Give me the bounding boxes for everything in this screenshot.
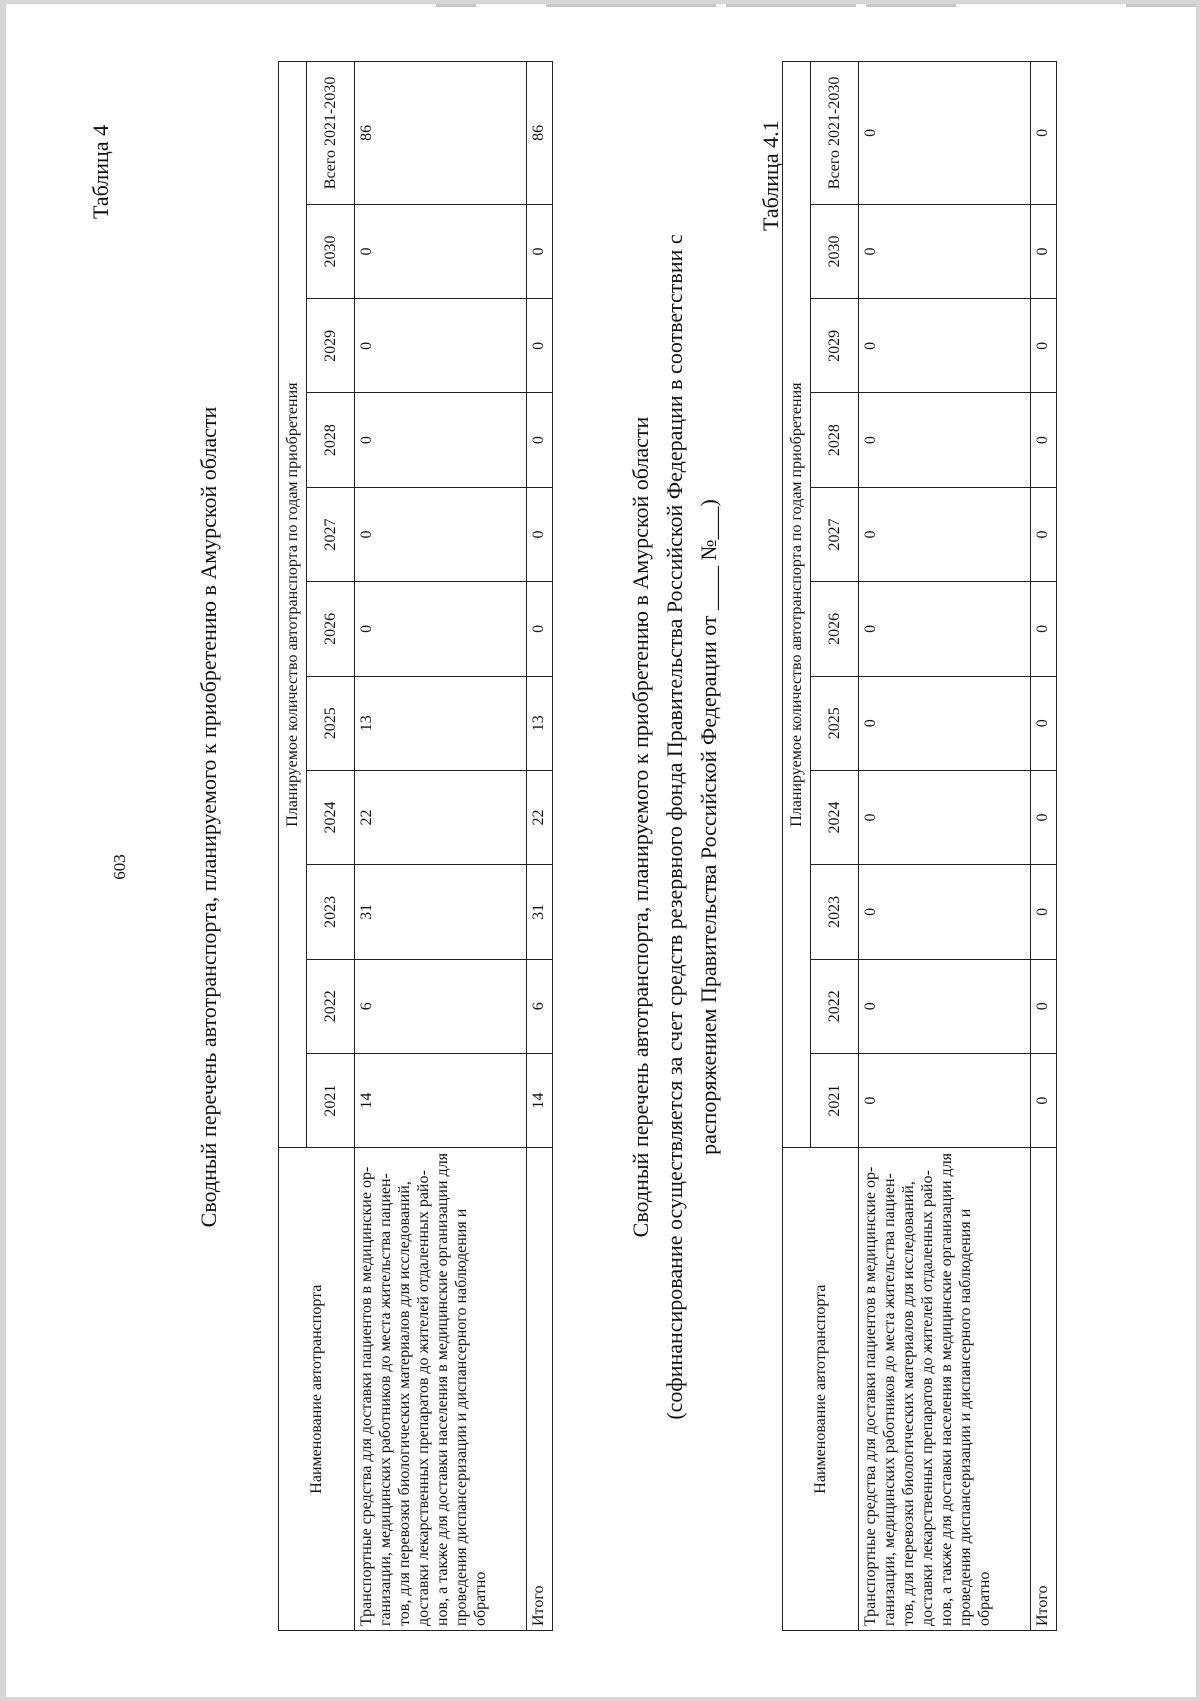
table41-itogo-cell: 0 (1031, 1053, 1057, 1147)
table41-year-header: 2030 (811, 204, 859, 298)
table4-title: Сводный перечень автотранспорта, планируемого к приобретению в Амурской области (196, 406, 221, 1228)
table4-cell: 22 (355, 770, 527, 864)
table41-cell: 0 (859, 676, 1031, 770)
table41-cell: 0 (859, 204, 1031, 298)
table41-label: Таблица 4.1 (758, 120, 783, 231)
table4-cell: 0 (355, 487, 527, 581)
table41-year-header: 2023 (811, 865, 859, 959)
document-page (6, 4, 1196, 1697)
table4-row-name: Транспортные средства для доставки пациентов в медицинские ор- ганизации, медицинских работников до места жительства пациен- тов, для перевозки биологических материалов для исследований, доставки лекарственных препаратов до жителей отдаленных райо- нов, а также для доставки населения в медицинские организации для проведения диспансеризации и диспансерного наблюдения и обратно (355, 1148, 527, 1631)
table41-title-line2: (софинансирование осуществляется за счет средств резервного фонда Правительства Российской Федерации в соответствии с (662, 234, 687, 1420)
table41-year-header: 2025 (811, 676, 859, 770)
table41-year-header: 2028 (811, 393, 859, 487)
table41-itogo-cell: 0 (1031, 676, 1057, 770)
table41-cell: 0 (859, 770, 1031, 864)
table41-cell: 0 (859, 959, 1031, 1053)
table4-itogo-cell: 31 (527, 865, 553, 959)
table4-year-header: 2028 (307, 393, 355, 487)
table41-cell: 0 (859, 393, 1031, 487)
table41 (782, 61, 1057, 1631)
table4-total-header: Всего 2021-2030 (307, 62, 355, 205)
table41-year-header: 2029 (811, 299, 859, 393)
table4-header-group: Планируемое количество автотранспорта по годам приобретения (279, 62, 307, 1148)
table41-cell: 0 (859, 299, 1031, 393)
table41-row-name: Транспортные средства для доставки пациентов в медицинские ор- ганизации, медицинских работников до места жительства пациен- тов, для перевозки биологических материалов для исследований, доставки лекарственных препаратов до жителей отдаленных райо- нов, а также для доставки населения в медицинские организации для проведения диспансеризации и диспансерного наблюдения и обратно (859, 1148, 1031, 1631)
table41-header-group: Планируемое количество автотранспорта по годам приобретения (783, 62, 811, 1148)
table41-cell: 0 (859, 487, 1031, 581)
table4-year-header: 2029 (307, 299, 355, 393)
table4-cell: 0 (355, 204, 527, 298)
table41-year-header: 2024 (811, 770, 859, 864)
table41-year-header: 2022 (811, 959, 859, 1053)
table41-year-header: 2026 (811, 582, 859, 676)
table4-itogo-cell: 0 (527, 582, 553, 676)
table4-cell: 0 (355, 393, 527, 487)
table4-itogo-cell: 0 (527, 204, 553, 298)
table41-title-line1: Сводный перечень автотранспорта, планируемого к приобретению в Амурской области (628, 416, 653, 1238)
table41-cell: 0 (859, 865, 1031, 959)
table4-year-header: 2026 (307, 582, 355, 676)
table4-year-header: 2030 (307, 204, 355, 298)
table4-cell: 0 (355, 299, 527, 393)
table4-label: Таблица 4 (88, 124, 113, 219)
table4-year-header: 2022 (307, 959, 355, 1053)
table41-row-total: 0 (859, 62, 1031, 205)
table41-total-header: Всего 2021-2030 (811, 62, 859, 205)
table4-itogo-cell: 0 (527, 299, 553, 393)
table41-year-header: 2021 (811, 1053, 859, 1147)
table4-cell: 6 (355, 959, 527, 1053)
table41-itogo-label: Итого (1031, 1148, 1057, 1631)
table4-year-header: 2021 (307, 1053, 355, 1147)
page-number: 603 (110, 854, 129, 880)
table41-itogo-cell: 0 (1031, 959, 1057, 1053)
table4-itogo-cell: 0 (527, 393, 553, 487)
table41-itogo-cell: 0 (1031, 393, 1057, 487)
table41-year-header: 2027 (811, 487, 859, 581)
table4-itogo-cell: 0 (527, 487, 553, 581)
table4-itogo-cell: 13 (527, 676, 553, 770)
table41-title-line3: распоряжением Правительства Российской Федерации от ____ №___) (696, 499, 721, 1155)
table41-cell: 0 (859, 1053, 1031, 1147)
table41-itogo-cell: 0 (1031, 865, 1057, 959)
table4-itogo-label: Итого (527, 1148, 553, 1631)
table4-cell: 0 (355, 582, 527, 676)
table4-itogo-total: 86 (527, 62, 553, 205)
table4-cell: 14 (355, 1053, 527, 1147)
table4-itogo-cell: 14 (527, 1053, 553, 1147)
table4-cell: 31 (355, 865, 527, 959)
table4-year-header: 2024 (307, 770, 355, 864)
table41-itogo-cell: 0 (1031, 487, 1057, 581)
table41-itogo-total: 0 (1031, 62, 1057, 205)
table41-itogo-cell: 0 (1031, 299, 1057, 393)
table41-cell: 0 (859, 582, 1031, 676)
table4-year-header: 2027 (307, 487, 355, 581)
table4-year-header: 2025 (307, 676, 355, 770)
table4-itogo-cell: 6 (527, 959, 553, 1053)
table41-header-name: Наименование автотранспорта (783, 1148, 859, 1631)
table4-header-name: Наименование автотранспорта (279, 1148, 355, 1631)
table4-itogo-cell: 22 (527, 770, 553, 864)
table4-row-total: 86 (355, 62, 527, 205)
table4 (278, 61, 553, 1631)
rotated-content (6, 4, 1196, 1697)
table4-cell: 13 (355, 676, 527, 770)
table41-itogo-cell: 0 (1031, 582, 1057, 676)
table41-itogo-cell: 0 (1031, 770, 1057, 864)
table4-year-header: 2023 (307, 865, 355, 959)
table41-itogo-cell: 0 (1031, 204, 1057, 298)
